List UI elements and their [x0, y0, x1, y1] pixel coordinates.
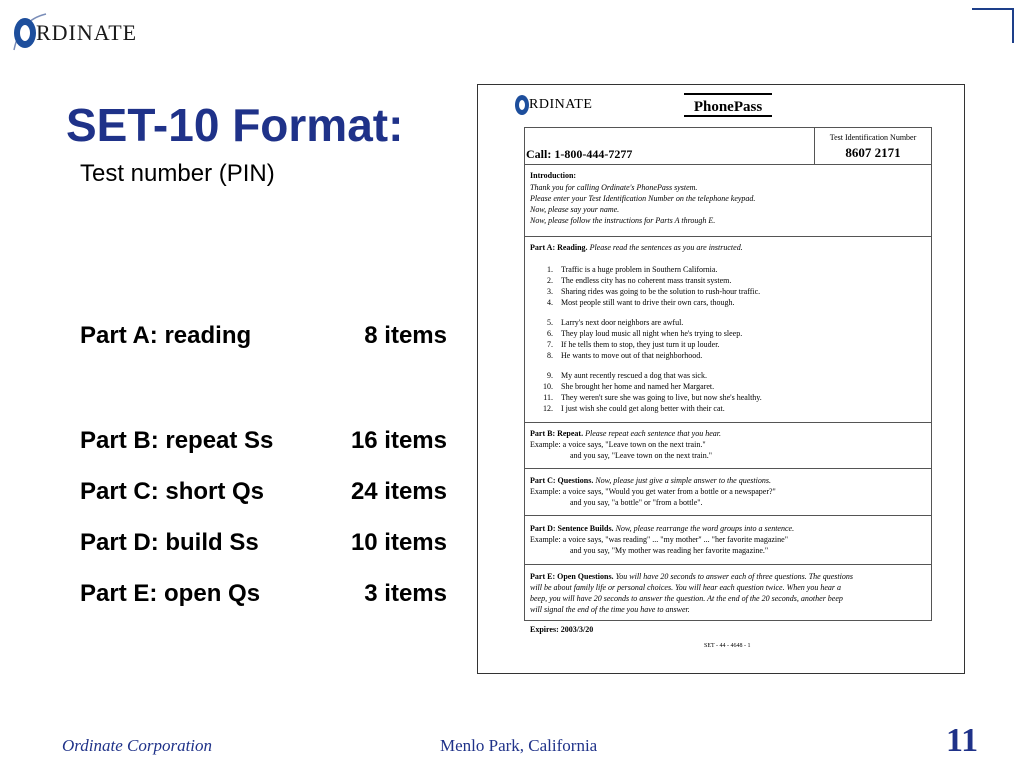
form-part-e-line: You will have 20 seconds to answer each of three questions. The questions: [615, 572, 853, 581]
form-part-c-example: Example: a voice says, "Would you get water from a bottle or a newspaper?": [530, 487, 776, 496]
form-code: SET - 44 - 4648 - 1: [704, 643, 751, 649]
part-c-label: Part C: short Qs: [80, 478, 265, 505]
form-intro-line: Please enter your Test Identification Number on the telephone keypad.: [530, 194, 756, 203]
sentence-text: The endless city has no coherent mass transit system.: [561, 276, 732, 285]
sentence-text: He wants to move out of that neighborhood.: [561, 351, 703, 360]
part-c-count: 24 items: [350, 478, 447, 505]
sentence-text: She brought her home and named her Margaret.: [561, 382, 715, 391]
form-call-number: Call: 1-800-444-7277: [526, 147, 633, 161]
list-item: [525, 371, 707, 381]
part-b-count: 16 items: [350, 427, 447, 454]
part-a-count: 8 items: [364, 322, 447, 349]
list-item: [525, 265, 717, 275]
sentence-text: They play loud music all night when he's trying to sleep.: [561, 329, 743, 338]
sentence-number: 10.: [543, 382, 553, 391]
form-intro-title: Introduction:: [530, 171, 577, 180]
sentence-text: Traffic is a huge problem in Southern California.: [561, 265, 718, 274]
sentence-number: 12.: [543, 404, 553, 413]
form-part-b-instr: Please repeat each sentence that you hear.: [585, 429, 721, 438]
test-form-image: [477, 84, 965, 674]
sentence-text: Larry's next door neighbors are awful.: [561, 318, 684, 327]
sentence-text: They weren't sure she was going to live, but now she's healthy.: [561, 393, 762, 402]
form-part-d-section: [524, 516, 932, 565]
form-part-d-instr: Now, please rearrange the word groups into a sentence.: [615, 524, 795, 533]
slide-title: SET-10 Format:: [66, 99, 404, 151]
form-part-d-example: Example: a voice says, "was reading" ... "my mother" ... "her favorite magazine": [530, 535, 788, 544]
form-part-c-example-answer: and you say, "a bottle" or "from a bottle".: [570, 498, 703, 507]
form-part-e-section: [524, 565, 932, 621]
form-intro-line: Thank you for calling Ordinate's PhonePass system.: [530, 183, 698, 192]
sentence-number: 11.: [543, 393, 553, 402]
sentence-number: 3.: [547, 287, 553, 296]
part-d-label: Part D: build Ss: [80, 529, 259, 556]
part-e-count: 3 items: [364, 580, 447, 607]
sentence-number: 4.: [547, 298, 553, 307]
part-d-count: 10 items: [350, 529, 447, 556]
sentence-number: 6.: [547, 329, 553, 338]
form-part-d-example-answer: and you say, "My mother was reading her favorite magazine.": [570, 546, 769, 555]
footer-location: Menlo Park, California: [440, 736, 598, 755]
list-item: [525, 298, 735, 308]
form-intro-line: Now, please follow the instructions for Parts A through E.: [530, 216, 716, 225]
form-part-e-line: will be about family life or personal choices. You will hear each question twice. When you hear a: [530, 583, 841, 592]
sentence-number: 7.: [547, 340, 553, 349]
form-id-label: Test Identification Number: [829, 133, 917, 142]
form-part-a-instr: Please read the sentences as you are instructed.: [589, 243, 743, 252]
form-expires: Expires: 2003/3/20: [530, 625, 594, 634]
list-item: [525, 404, 725, 414]
logo-text: RDINATE: [36, 20, 138, 45]
list-item: [525, 351, 702, 361]
form-part-d-title: Part D: Sentence Builds.: [530, 524, 614, 533]
list-item: [525, 382, 714, 392]
list-item: [525, 276, 731, 286]
form-intro-line: Now, please say your name.: [530, 205, 620, 214]
form-part-e-line: beep, you will have 20 seconds to answer the question. At the end of the 20 seconds, another beep: [530, 594, 843, 603]
form-logo-o-icon: [515, 95, 529, 115]
form-part-e-title: Part E: Open Questions.: [530, 572, 614, 581]
list-item: [525, 318, 683, 328]
list-item: [525, 340, 719, 350]
corner-bracket-icon: [972, 8, 1014, 43]
form-part-b-example-answer: and you say, "Leave town on the next train.": [570, 451, 712, 460]
sentence-text: I just wish she could get along better with their cat.: [561, 404, 725, 413]
form-part-c-title: Part C: Questions.: [530, 476, 594, 485]
form-part-c-section: [524, 469, 932, 516]
form-intro-section: [524, 165, 932, 237]
footer-company: Ordinate Corporation: [62, 736, 213, 755]
form-logo-text: RDINATE: [529, 97, 593, 112]
list-item: [525, 393, 762, 403]
sentence-text: My aunt recently rescued a dog that was sick.: [561, 371, 707, 380]
form-part-b-example: Example: a voice says, "Leave town on the next train.": [530, 440, 706, 449]
sentence-number: 2.: [547, 276, 553, 285]
form-part-a-section: [524, 237, 932, 423]
list-item: [525, 329, 742, 339]
ordinate-logo: [4, 6, 144, 52]
sentence-text: Sharing rides was going to be the solution to rush-hour traffic.: [561, 287, 761, 296]
part-e-label: Part E: open Qs: [80, 580, 261, 607]
form-part-e-line: will signal the end of the time you have to answer.: [530, 605, 690, 614]
sentence-number: 5.: [547, 318, 553, 327]
part-a-label: Part A: reading: [80, 322, 252, 349]
sentence-text: Most people still want to drive their own cars, though.: [561, 298, 735, 307]
slide-subtitle: Test number (PIN): [80, 160, 275, 187]
form-brand: PhonePass: [684, 93, 772, 117]
form-id-number: 8607 2171: [845, 145, 901, 160]
part-b-label: Part B: repeat Ss: [80, 427, 274, 454]
sentence-number: 9.: [547, 371, 553, 380]
form-part-a-title: Part A: Reading.: [530, 243, 588, 252]
slide-page-number: 11: [946, 722, 979, 759]
form-part-b-title: Part B: Repeat.: [530, 429, 584, 438]
form-part-c-instr: Now, please just give a simple answer to the questions.: [595, 476, 771, 485]
list-item: [525, 287, 760, 297]
sentence-number: 8.: [547, 351, 553, 360]
sentence-text: If he tells them to stop, they just turn it up louder.: [561, 340, 720, 349]
sentence-number: 1.: [547, 265, 553, 274]
logo-o-icon: [14, 18, 36, 48]
form-part-b-section: [524, 423, 932, 469]
